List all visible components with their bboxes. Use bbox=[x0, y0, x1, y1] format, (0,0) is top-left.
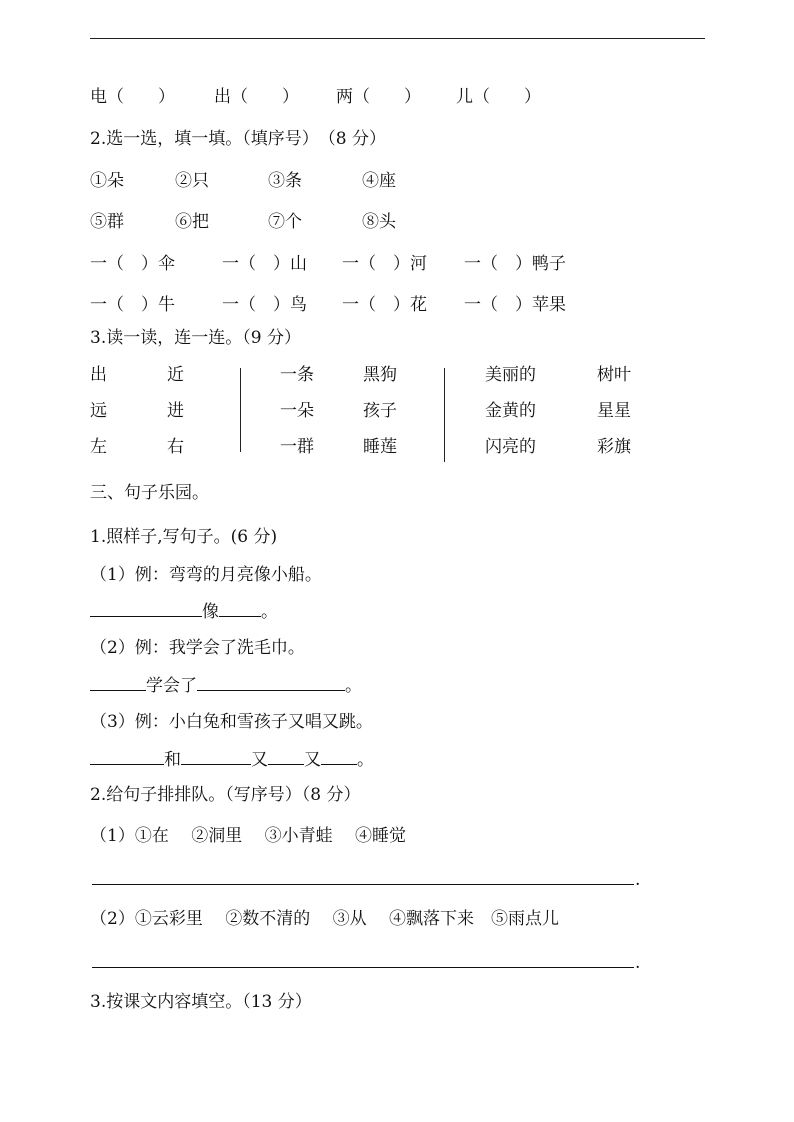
answer-blank[interactable] bbox=[219, 600, 261, 617]
match-word: 星星 bbox=[597, 401, 631, 421]
question-3-title: 3.读一读，连一连。（9 分） bbox=[90, 328, 301, 348]
match-word: 近 bbox=[167, 365, 184, 385]
match-word: 闪亮的 bbox=[485, 437, 536, 457]
option: ⑥把 bbox=[175, 212, 209, 232]
match-word: 金黄的 bbox=[485, 401, 536, 421]
char-blank-dian: 电（ ） bbox=[90, 87, 175, 107]
measure-word-blank: 一（ ）牛 bbox=[90, 295, 175, 315]
measure-word-blank: 一（ ）河 bbox=[342, 254, 427, 274]
option: ①朵 bbox=[90, 171, 124, 191]
sentence-q1-title: 1.照样子,写句子。(6 分) bbox=[90, 527, 278, 547]
group-divider bbox=[444, 368, 445, 462]
option: ⑤群 bbox=[90, 212, 124, 232]
match-word: 一条 bbox=[280, 365, 314, 385]
answer-blank[interactable] bbox=[268, 748, 304, 765]
sequence-2: （2）①云彩里 ②数不清的 ③从 ④飘落下来 ⑤雨点儿 bbox=[90, 909, 560, 929]
option: ③条 bbox=[268, 171, 302, 191]
answer-line-1: 像 。 bbox=[90, 600, 278, 623]
answer-blank[interactable] bbox=[90, 748, 164, 765]
example-3: （3）例：小白兔和雪孩子又唱又跳。 bbox=[90, 712, 373, 732]
match-word: 黑狗 bbox=[363, 365, 397, 385]
option: ④座 bbox=[362, 171, 396, 191]
example-2: （2）例：我学会了洗毛巾。 bbox=[90, 638, 305, 658]
group-divider bbox=[240, 368, 241, 452]
match-word: 一朵 bbox=[280, 401, 314, 421]
match-word: 一群 bbox=[280, 437, 314, 457]
answer-blank[interactable] bbox=[181, 748, 251, 765]
char-blank-er: 儿（ ） bbox=[456, 87, 541, 107]
measure-word-blank: 一（ ）苹果 bbox=[464, 295, 566, 315]
answer-blank[interactable] bbox=[90, 600, 202, 617]
match-word: 孩子 bbox=[363, 401, 397, 421]
option: ⑦个 bbox=[268, 212, 302, 232]
match-word: 彩旗 bbox=[597, 437, 631, 457]
section-3-title: 三、句子乐园。 bbox=[90, 483, 209, 503]
answer-blank[interactable] bbox=[197, 674, 345, 691]
example-1: （1）例：弯弯的月亮像小船。 bbox=[90, 565, 322, 585]
match-word: 树叶 bbox=[597, 365, 631, 385]
answer-line-seq-2[interactable] bbox=[92, 967, 634, 968]
match-word: 美丽的 bbox=[485, 365, 536, 385]
match-word: 左 bbox=[90, 437, 107, 457]
sentence-q2-title: 2.给句子排排队。（写序号）（8 分） bbox=[90, 785, 361, 805]
match-word: 睡莲 bbox=[363, 437, 397, 457]
answer-blank[interactable] bbox=[321, 748, 357, 765]
answer-line-3: 和 又 又 。 bbox=[90, 748, 374, 771]
option: ②只 bbox=[175, 171, 209, 191]
measure-word-blank: 一（ ）花 bbox=[342, 295, 427, 315]
answer-line-2: 学会了 。 bbox=[90, 674, 362, 697]
measure-word-blank: 一（ ）山 bbox=[222, 254, 307, 274]
sequence-1: （1）①在 ②洞里 ③小青蛙 ④睡觉 bbox=[90, 826, 407, 846]
line-end-period: . bbox=[635, 953, 641, 973]
measure-word-blank: 一（ ）鸭子 bbox=[464, 254, 566, 274]
answer-line-seq-1[interactable] bbox=[92, 884, 634, 885]
char-blank-chu: 出（ ） bbox=[214, 87, 299, 107]
header-rule bbox=[90, 38, 705, 39]
match-word: 进 bbox=[167, 401, 184, 421]
option: ⑧头 bbox=[362, 212, 396, 232]
measure-word-blank: 一（ ）伞 bbox=[90, 254, 175, 274]
match-word: 右 bbox=[167, 437, 184, 457]
char-blank-liang: 两（ ） bbox=[336, 87, 421, 107]
question-2-title: 2.选一选，填一填。（填序号） （8 分） bbox=[90, 129, 386, 149]
line-end-period: . bbox=[635, 870, 641, 890]
match-word: 出 bbox=[90, 365, 107, 385]
match-word: 远 bbox=[90, 401, 107, 421]
answer-blank[interactable] bbox=[90, 674, 146, 691]
sentence-q3-title: 3.按课文内容填空。（13 分） bbox=[90, 992, 312, 1012]
measure-word-blank: 一（ ）鸟 bbox=[222, 295, 307, 315]
